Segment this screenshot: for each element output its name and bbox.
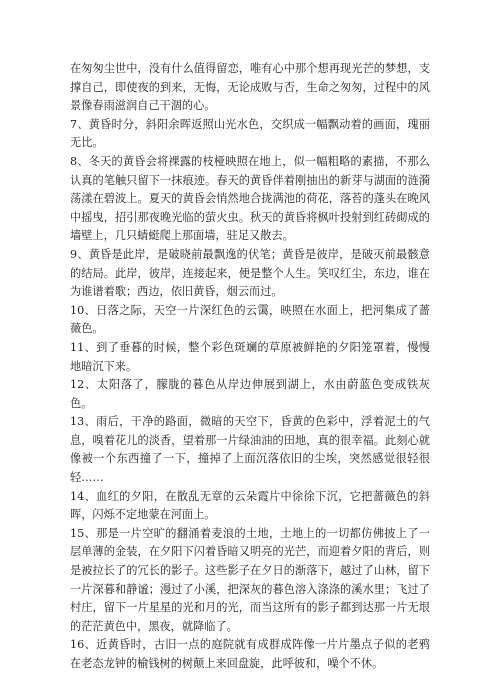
paragraph-15: 15、那是一片空旷的翻涌着麦浪的土地，土地上的一切都仿佛披上了一层单薄的金装，在夕阳下闪着昏暗又明亮的光芒，而迎着夕阳的背后，则是被拉长了的冗长的影子。这些影子在夕日的渐落下，越过了山林，留下一片深暮和静谧；漫过了小溪，把深灰的暮色溶入涤涤的溪水里；飞过了村庄，留下一片星星的光和月的光，而当这所有的影子都到达那一片无垠的茫茫黄色中，黑夜，就降临了。 [70,526,430,633]
paragraph-9: 9、黄昏是此岸，是破晓前最飘逸的伏笔；黄昏是彼岸，是破灭前最骸意的结局。此岸，彼岸，连接起来，便是整个人生。笑叹红尘，东边，谁在为谁谱着歌；西边，依旧黄昏，烟云而过。 [70,247,430,299]
paragraph-8: 8、冬天的黄昏会将裸露的枝桠映照在地上，似一幅粗略的素描，不那么认真的笔触只留下一抹痕迹。春天的黄昏伴着刚抽出的新芽与湖面的涟漪荡漾在碧波上。夏天的黄昏会悄然地合拢满池的荷花，落苔的蓬头在晚风中摇曳，招引那夜晚光临的萤火虫。秋天的黄昏将枫叶投射到红砖砌成的墙壁上，几只蜻蜓爬上那面墙，驻足又散去。 [70,154,430,243]
paragraph-10: 10、日落之际，天空一片深红色的云霭，映照在水面上，把河集成了蔷薇色。 [70,303,430,336]
paragraph-14: 14、血红的夕阳，在散乱无章的云朵霞片中徐徐下沉，它把蔷薇色的斜晖，闪烁不定地蒙在河面上。 [70,489,430,522]
paragraph-12: 12、太阳落了，朦胧的暮色从岸边伸展到湖上，水由蔚蓝色变成铁灰色。 [70,378,430,410]
paragraph-16: 16、近黄昏时，古旧一点的庭院就有成群成阵像一片片墨点子似的老鸦在老态龙钟的榆钱树的树颠上来回盘旋，此呼彼和，噪个不休。 [70,638,430,670]
paragraph-intro: 在匆匆尘世中，没有什么值得留恋，唯有心中那个想再现光芒的梦想，支撑自己，即使夜的到来，无悔，无论成败与否，生命之匆匆，过程中的风景像春雨滋润自己干涸的心。 [70,62,430,113]
document-page [70,60,430,674]
paragraph-13: 13、雨后，干净的路面，微暗的天空下，昏黄的色彩中，浮着泥土的气息，嗅着花儿的淡香，望着那一片绿油油的田地，真的很幸福。此刻心就像被一个东西撞了一下，撞掉了上面沉落依旧的尘埃，突然感觉很轻很轻…… [70,415,430,485]
paragraph-11: 11、到了垂暮的时候，整个彩色斑斓的草原被鲜艳的夕阳笼罩着，慢慢地暗沉下来。 [70,340,430,373]
paragraph-7: 7、黄昏时分，斜阳余晖返照山光水色，交织成一幅飘动着的画面，瑰丽无比。 [70,117,430,150]
